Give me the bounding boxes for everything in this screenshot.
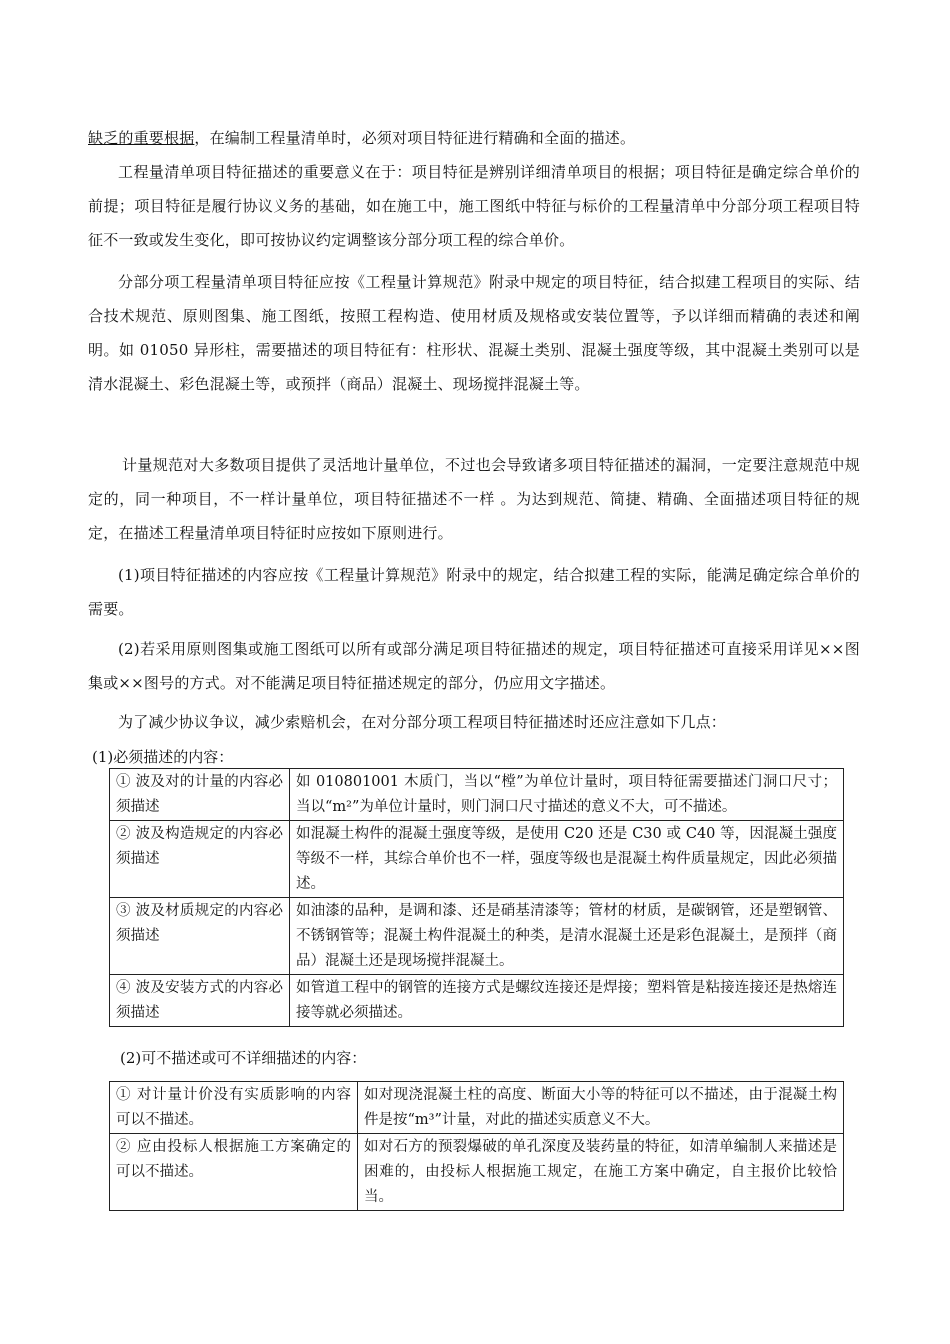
table-row (110, 1082, 844, 1134)
underlined-phrase: 缺乏的重要根据 (88, 129, 195, 147)
table-row (110, 898, 844, 975)
table-cell-item: ② 应由投标人根据施工方案确定的可以不描述。 (110, 1134, 358, 1211)
table-row (110, 975, 844, 1027)
paragraph-intro-rest: ，在编制工程量清单时，必须对项目特征进行精确和全面的描述。 (194, 129, 636, 147)
paragraph-principle-2: (2)若采用原则图集或施工图纸可以所有或部分满足项目特征描述的规定，项目特征描述可直接采用详见××图集或××图号的方式。对不能满足项目特征描述规定的部分，仍应用文字描述。 (88, 640, 860, 692)
table-cell-desc: 如混凝土构件的混凝土强度等级，是使用 C20 还是 C30 或 C40 等，因混凝土强度等级不一样，其综合单价也不一样，强度等级也是混凝土构件质量规定，因此必须描述。 (290, 821, 844, 898)
table-row (110, 821, 844, 898)
paragraph-feature-rules: 分部分项工程量清单项目特征应按《工程量计算规范》附录中规定的项目特征，结合拟建工程项目的实际、结合技术规范、原则图集、施工图纸，按照工程构造、使用材质及规格或安装位置等，予以详细而精确的表述和阐明。如 01050 异形柱，需要描述的项目特征有：柱形状、混凝土类别、混凝土强度等级，其中混凝土类别可以是清水混凝土、彩色混凝土等，或预拌（商品）混凝土、现场搅拌混凝土等。 (88, 273, 860, 393)
paragraph-units: 计量规范对大多数项目提供了灵活地计量单位，不过也会导致诸多项目特征描述的漏洞，一定要注意规范中规定的，同一种项目，不一样计量单位，项目特征描述不一样 。为达到规范、简捷、精确、全面描述项目特征的规定，在描述工程量清单项目特征时应按如下原则进行。 (88, 456, 860, 542)
section-2-label: (2)可不描述或可不详细描述的内容： (120, 1049, 367, 1067)
table-cell-desc: 如 010801001 木质门，当以“樘”为单位计量时，项目特征需要描述门洞口尺寸；当以“m²”为单位计量时，则门洞口尺寸描述的意义不大，可不描述。 (290, 769, 844, 821)
table-cell-item: ④ 波及安装方式的内容必须描述 (110, 975, 290, 1027)
section-1-label: (1)必须描述的内容： (92, 748, 234, 766)
table-cell-item: ① 波及对的计量的内容必须描述 (110, 769, 290, 821)
table-row (110, 1134, 844, 1211)
table-cell-desc: 如管道工程中的钢管的连接方式是螺纹连接还是焊接；塑料管是粘接连接还是热熔连接等就必须描述。 (290, 975, 844, 1027)
table-cell-desc: 如对石方的预裂爆破的单孔深度及装药量的特征，如清单编制人来描述是困难的，由投标人根据施工规定，在施工方案中确定，自主报价比较恰当。 (358, 1134, 844, 1211)
table-cell-item: ① 对计量计价没有实质影响的内容可以不描述。 (110, 1082, 358, 1134)
may-omit-table (109, 1081, 844, 1211)
paragraph-significance: 工程量清单项目特征描述的重要意义在于：项目特征是辨别详细清单项目的根据；项目特征是确定综合单价的前提；项目特征是履行协议义务的基础，如在施工中，施工图纸中特征与标价的工程量清单中分部分项工程项目特征不一致或发生变化，即可按协议约定调整该分部分项工程的综合单价。 (88, 163, 860, 249)
table-cell-desc: 如油漆的品种，是调和漆、还是硝基清漆等；管材的材质，是碳钢管，还是塑钢管、不锈钢管等；混凝土构件混凝土的种类，是清水混凝土还是彩色混凝土，是预拌（商品）混凝土还是现场搅拌混凝土。 (290, 898, 844, 975)
table-row (110, 769, 844, 821)
table-cell-item: ② 波及构造规定的内容必须描述 (110, 821, 290, 898)
table-cell-item: ③ 波及材质规定的内容必须描述 (110, 898, 290, 975)
paragraph-principle-1: (1)项目特征描述的内容应按《工程量计算规范》附录中的规定，结合拟建工程的实际，能满足确定综合单价的需要。 (88, 566, 860, 618)
paragraph-notes-intro: 为了减少协议争议，减少索赔机会，在对分部分项工程项目特征描述时还应注意如下几点： (118, 713, 727, 731)
must-describe-table (109, 768, 844, 1027)
paragraph-intro (88, 121, 860, 155)
table-cell-desc: 如对现浇混凝土柱的高度、断面大小等的特征可以不描述，由于混凝土构件是按“m³”计量，对此的描述实质意义不大。 (358, 1082, 844, 1134)
